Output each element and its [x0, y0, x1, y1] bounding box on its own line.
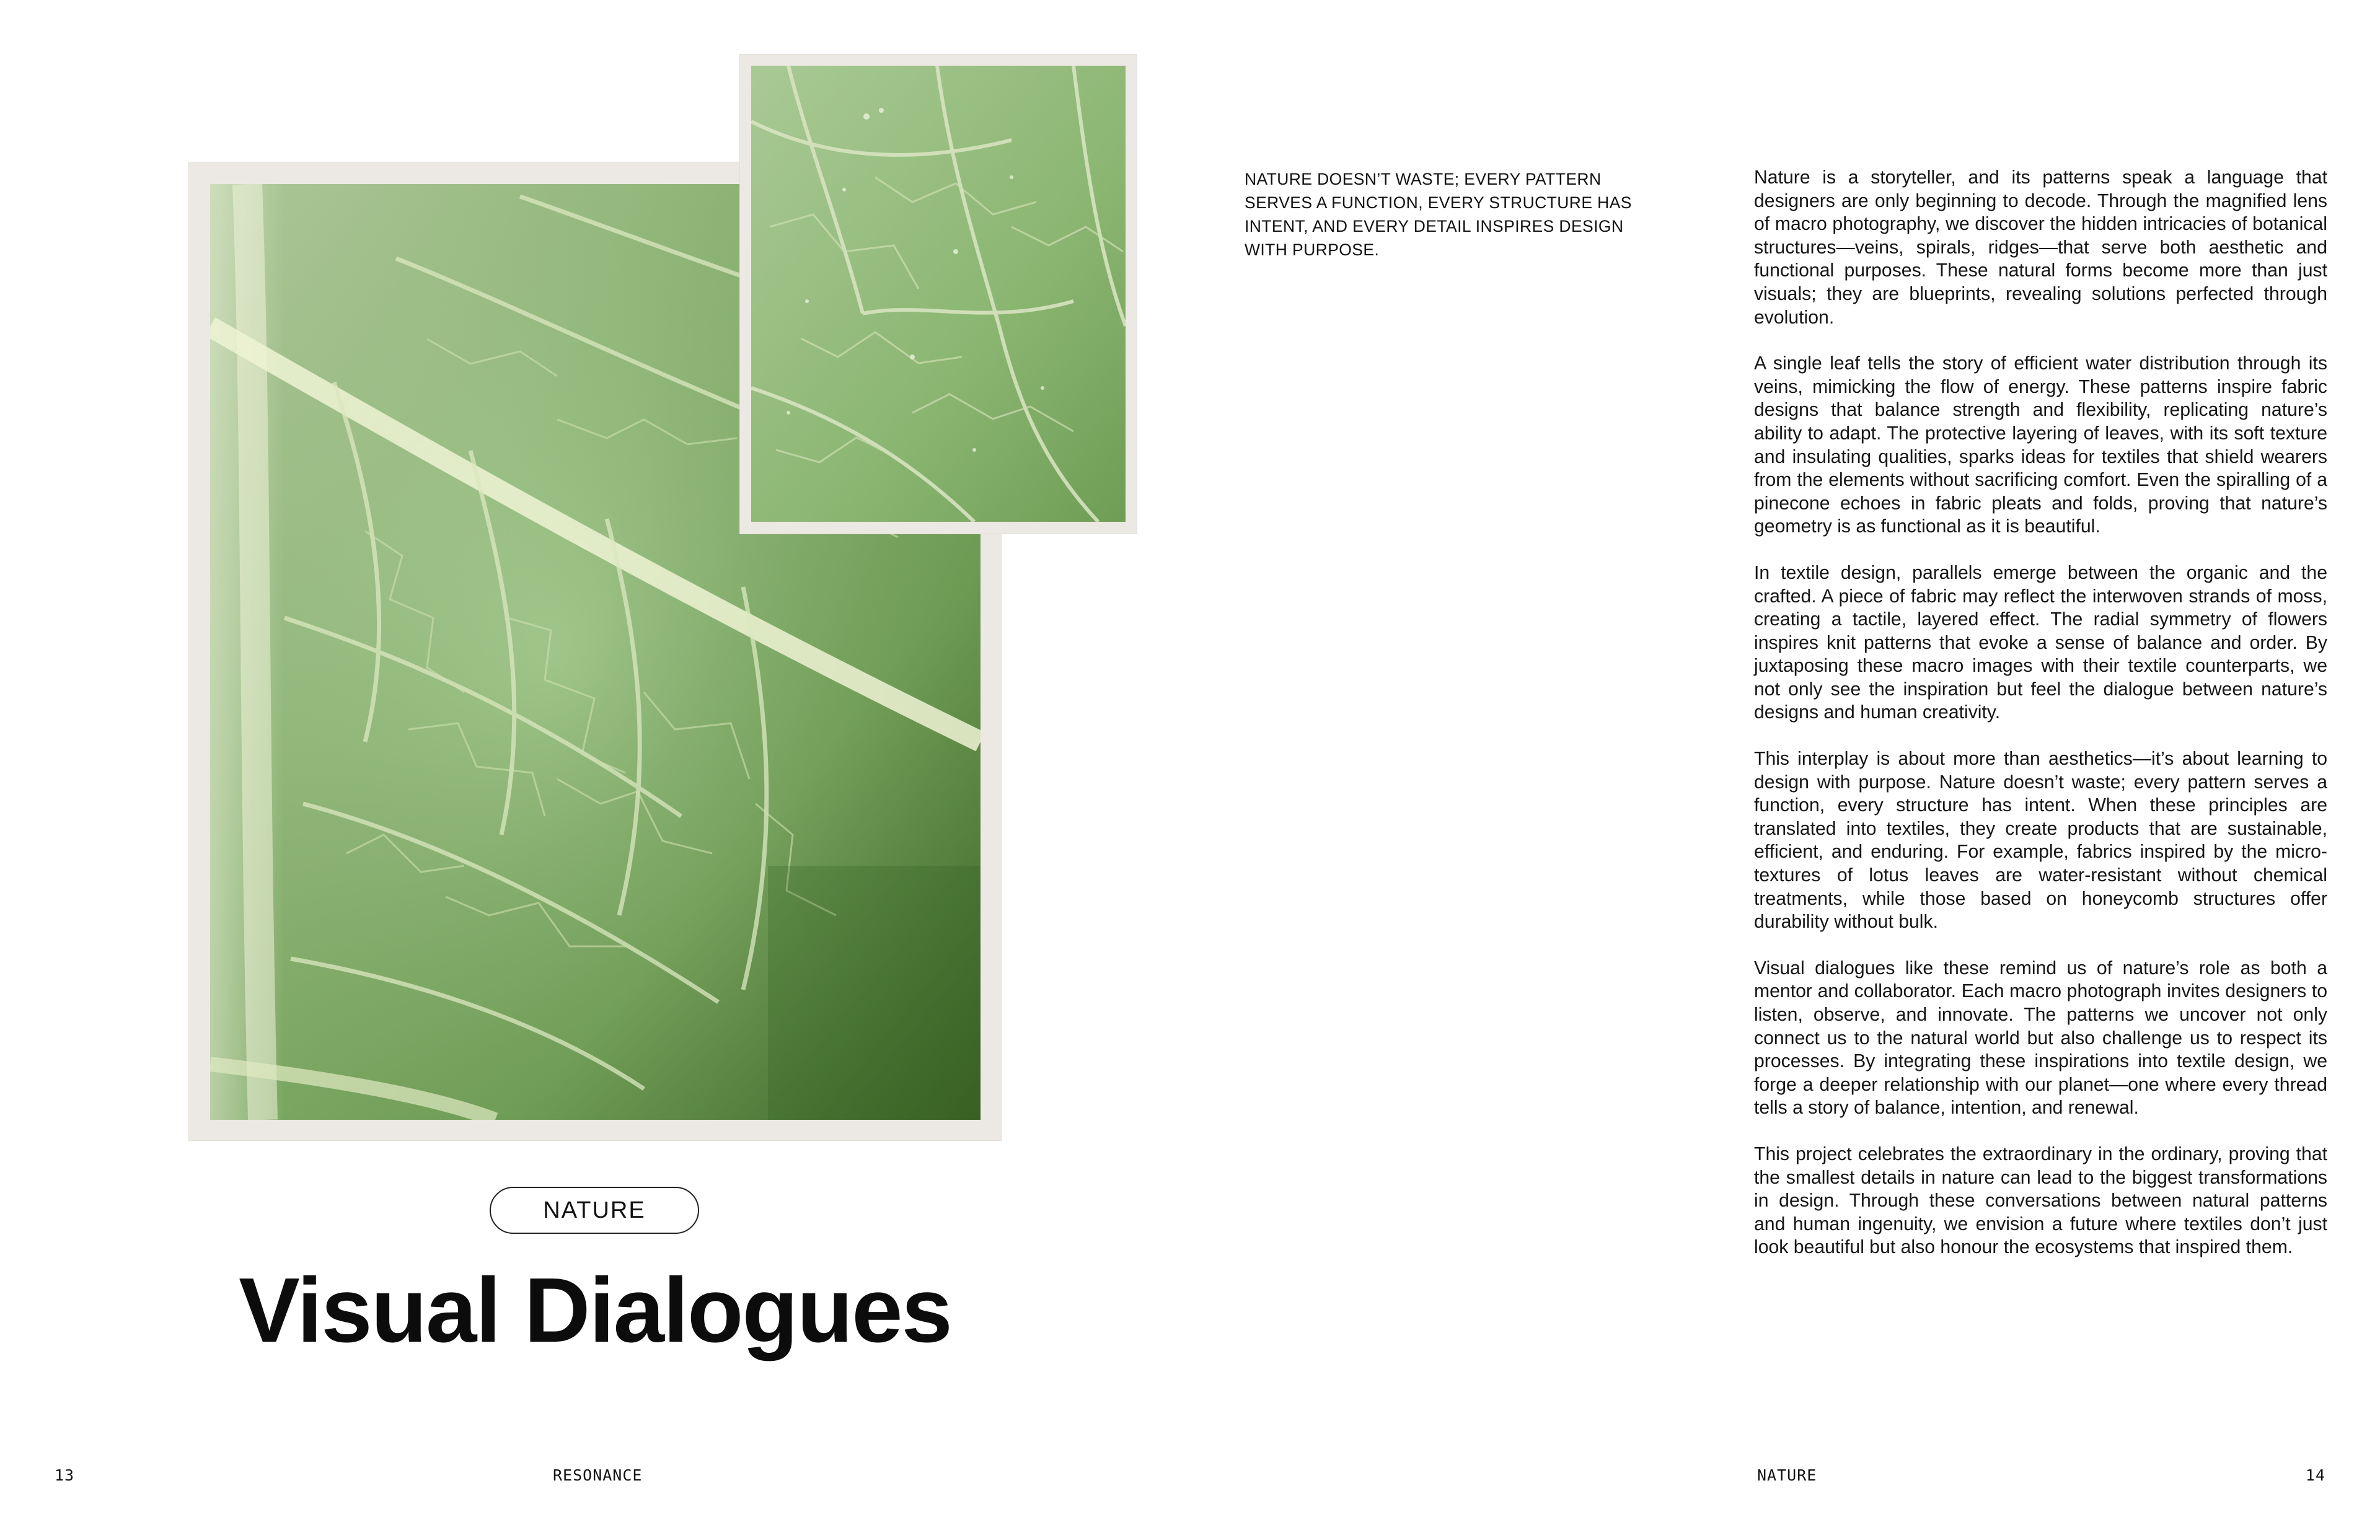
- pull-quote: NATURE DOESN’T WASTE; EVERY PATTERN SERVES A FUNCTION, EVERY STRUCTURE HAS INTENT, AND EVERY DETAIL INSPIRES DESIGN WITH PURPOSE.: [1245, 170, 1632, 259]
- body-paragraph: This interplay is about more than aesthetics—it’s about learning to design with purpose. Nature doesn’t waste; every pattern serves a function, every structure has intent. When these principles are translated into textiles, they create products that are sustainable, efficient, and enduring. For example, fabrics inspired by the micro-textures of lotus leaves are water-resistant without chemical treatments, while those based on honeycomb structures offer durability without bulk.: [1754, 749, 2327, 933]
- inset-photo-frame: [740, 55, 1137, 534]
- category-tag: NATURE: [490, 1187, 699, 1234]
- body-paragraph: Nature is a storyteller, and its patterns speak a language that designers are only beginning to decode. Through the magnified lens of macro photography, we discover the hidden intricacies of botanical structures—veins, spirals, ridges—that serve both aesthetic and functional purposes. These natural forms become more than just visuals; they are blueprints, revealing solutions perfected through evolution.: [1754, 167, 2327, 328]
- leaf-macro-photo-inset: [751, 66, 1126, 522]
- body-paragraph: Visual dialogues like these remind us of nature’s role as both a mentor and collaborator. Each macro photograph invites designers to listen, observe, and innovate. The patterns we uncover not only connect us to the natural world but also challenge us to respect its processes. By integrating these inspirations into textile design, we forge a deeper relationship with our planet—one where every thread tells a story of balance, intention, and renewal.: [1754, 957, 2327, 1119]
- leaf-image-inset: [751, 66, 1126, 522]
- body-paragraph: This project celebrates the extraordinary in the ordinary, proving that the smallest details in nature can lead to the biggest transformations in design. Through these conversations between natural patterns and human ingenuity, we envision a future where textiles don’t just look beautiful but also honour the ecosystems that inspired them.: [1754, 1143, 2327, 1258]
- page-title: Visual Dialogues: [239, 1259, 951, 1362]
- body-paragraph: In textile design, parallels emerge between the organic and the crafted. A piece of fabric may reflect the interwoven strands of moss, creating a tactile, layered effect. The radial symmetry of flowers inspires knit patterns that evoke a sense of balance and order. By juxtaposing these macro images with their textile counterparts, we not only see the inspiration but feel the dialogue between nature’s designs and human creativity.: [1754, 562, 2327, 723]
- right-page-number: 14: [2305, 1466, 2325, 1484]
- left-running-head: RESONANCE: [553, 1466, 643, 1484]
- body-text-column: [1754, 166, 2327, 1282]
- left-page-number: 13: [55, 1466, 75, 1484]
- right-running-head: NATURE: [1757, 1466, 1817, 1484]
- body-paragraph: A single leaf tells the story of efficient water distribution through its veins, mimicking the flow of energy. These patterns inspire fabric designs that balance strength and flexibility, replicating nature’s ability to adapt. The protective layering of leaves, with its soft texture and insulating qualities, sparks ideas for textiles that shield wearers from the elements without sacrificing comfort. Even the spiralling of a pinecone echoes in fabric pleats and folds, proving that nature’s geometry is as functional as it is beautiful.: [1754, 353, 2327, 537]
